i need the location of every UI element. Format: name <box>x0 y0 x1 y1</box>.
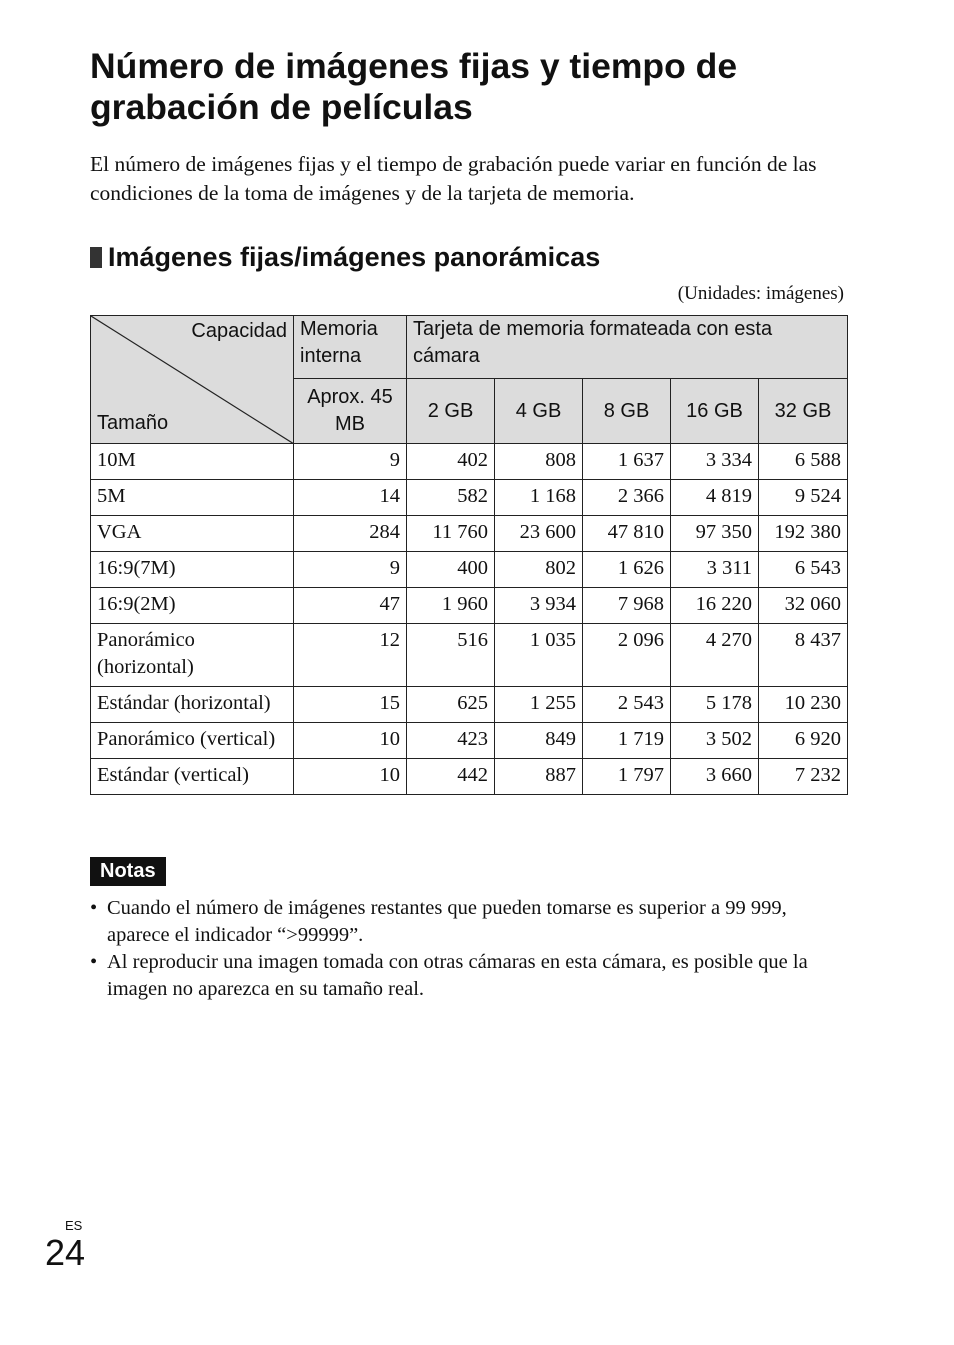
memory-card-header: Tarjeta de memoria formateada con esta cámara <box>407 316 848 379</box>
note-item: • Cuando el número de imágenes restantes que pueden tomarse es superior a 99 999, aparece el indicador “>99999”. <box>90 895 850 949</box>
card-size-header: 2 GB <box>407 379 495 444</box>
card-count: 23 600 <box>495 516 583 552</box>
card-count: 192 380 <box>759 516 848 552</box>
card-count: 2 543 <box>583 687 671 723</box>
table-row <box>91 588 848 624</box>
page-title: Número de imágenes fijas y tiempo de grabación de películas <box>90 46 738 127</box>
card-count: 400 <box>407 552 495 588</box>
row-label: Estándar (horizontal) <box>91 687 294 723</box>
card-count: 887 <box>495 759 583 795</box>
internal-count: 284 <box>294 516 407 552</box>
card-count: 516 <box>407 624 495 687</box>
card-count: 3 311 <box>671 552 759 588</box>
card-size-header: 16 GB <box>671 379 759 444</box>
card-count: 3 334 <box>671 444 759 480</box>
card-count: 6 543 <box>759 552 848 588</box>
table-row <box>91 552 848 588</box>
note-item: • Al reproducir una imagen tomada con otras cámaras en esta cámara, es posible que la imagen no aparezca en su tamaño real. <box>90 949 850 1003</box>
internal-count: 9 <box>294 552 407 588</box>
card-count: 1 719 <box>583 723 671 759</box>
card-count: 625 <box>407 687 495 723</box>
row-label: 10M <box>91 444 294 480</box>
corner-capacity-label: Capacidad <box>191 320 287 342</box>
internal-count: 10 <box>294 723 407 759</box>
card-count: 849 <box>495 723 583 759</box>
card-size-header: 4 GB <box>495 379 583 444</box>
card-size-header: 8 GB <box>583 379 671 444</box>
card-count: 423 <box>407 723 495 759</box>
card-count: 5 178 <box>671 687 759 723</box>
card-count: 6 588 <box>759 444 848 480</box>
notes-label: Notas <box>90 857 166 886</box>
section-heading <box>90 240 600 274</box>
table-row <box>91 444 848 480</box>
card-size-header: 32 GB <box>759 379 848 444</box>
internal-count: 15 <box>294 687 407 723</box>
card-count: 808 <box>495 444 583 480</box>
table-corner-header <box>91 316 294 444</box>
internal-size-header: Aprox. 45 MB <box>294 379 407 444</box>
card-count: 3 934 <box>495 588 583 624</box>
corner-size-label: Tamaño <box>97 412 169 434</box>
row-label: 16:9(2M) <box>91 588 294 624</box>
card-count: 9 524 <box>759 480 848 516</box>
card-count: 16 220 <box>671 588 759 624</box>
card-count: 6 920 <box>759 723 848 759</box>
card-count: 1 255 <box>495 687 583 723</box>
card-count: 1 168 <box>495 480 583 516</box>
section-marker-icon <box>90 247 102 268</box>
internal-count: 10 <box>294 759 407 795</box>
card-count: 11 760 <box>407 516 495 552</box>
card-count: 802 <box>495 552 583 588</box>
internal-count: 9 <box>294 444 407 480</box>
intro-paragraph: El número de imágenes fijas y el tiempo de grabación puede variar en función de las condiciones de la toma de imágenes y de la tarjeta de memoria. <box>90 152 817 205</box>
card-count: 47 810 <box>583 516 671 552</box>
card-count: 7 968 <box>583 588 671 624</box>
row-label: Estándar (vertical) <box>91 759 294 795</box>
language-code: ES <box>65 1218 83 1233</box>
card-count: 2 366 <box>583 480 671 516</box>
row-label: 5M <box>91 480 294 516</box>
table-row <box>91 723 848 759</box>
card-count: 3 502 <box>671 723 759 759</box>
internal-count: 14 <box>294 480 407 516</box>
units-note: (Unidades: imágenes) <box>677 283 844 304</box>
card-count: 402 <box>407 444 495 480</box>
internal-count: 47 <box>294 588 407 624</box>
card-count: 2 096 <box>583 624 671 687</box>
card-count: 3 660 <box>671 759 759 795</box>
row-label: VGA <box>91 516 294 552</box>
internal-count: 12 <box>294 624 407 687</box>
table-row <box>91 516 848 552</box>
card-count: 7 232 <box>759 759 848 795</box>
card-count: 1 797 <box>583 759 671 795</box>
card-count: 32 060 <box>759 588 848 624</box>
row-label: Panorámico (vertical) <box>91 723 294 759</box>
card-count: 4 819 <box>671 480 759 516</box>
card-count: 1 637 <box>583 444 671 480</box>
table-row <box>91 759 848 795</box>
card-count: 1 035 <box>495 624 583 687</box>
table-row <box>91 480 848 516</box>
internal-memory-header: Memoria interna <box>294 316 407 379</box>
card-count: 4 270 <box>671 624 759 687</box>
card-count: 97 350 <box>671 516 759 552</box>
section-heading-text: Imágenes fijas/imágenes panorámicas <box>108 242 601 272</box>
card-count: 1 960 <box>407 588 495 624</box>
row-label: Panorámico (horizontal) <box>91 624 294 687</box>
card-count: 10 230 <box>759 687 848 723</box>
table-row <box>91 624 848 687</box>
row-label: 16:9(7M) <box>91 552 294 588</box>
card-count: 1 626 <box>583 552 671 588</box>
card-count: 442 <box>407 759 495 795</box>
notes-list <box>90 895 850 1003</box>
capacity-table <box>90 315 848 795</box>
table-row <box>91 687 848 723</box>
card-count: 8 437 <box>759 624 848 687</box>
card-count: 582 <box>407 480 495 516</box>
page-number: 24 <box>45 1232 86 1273</box>
